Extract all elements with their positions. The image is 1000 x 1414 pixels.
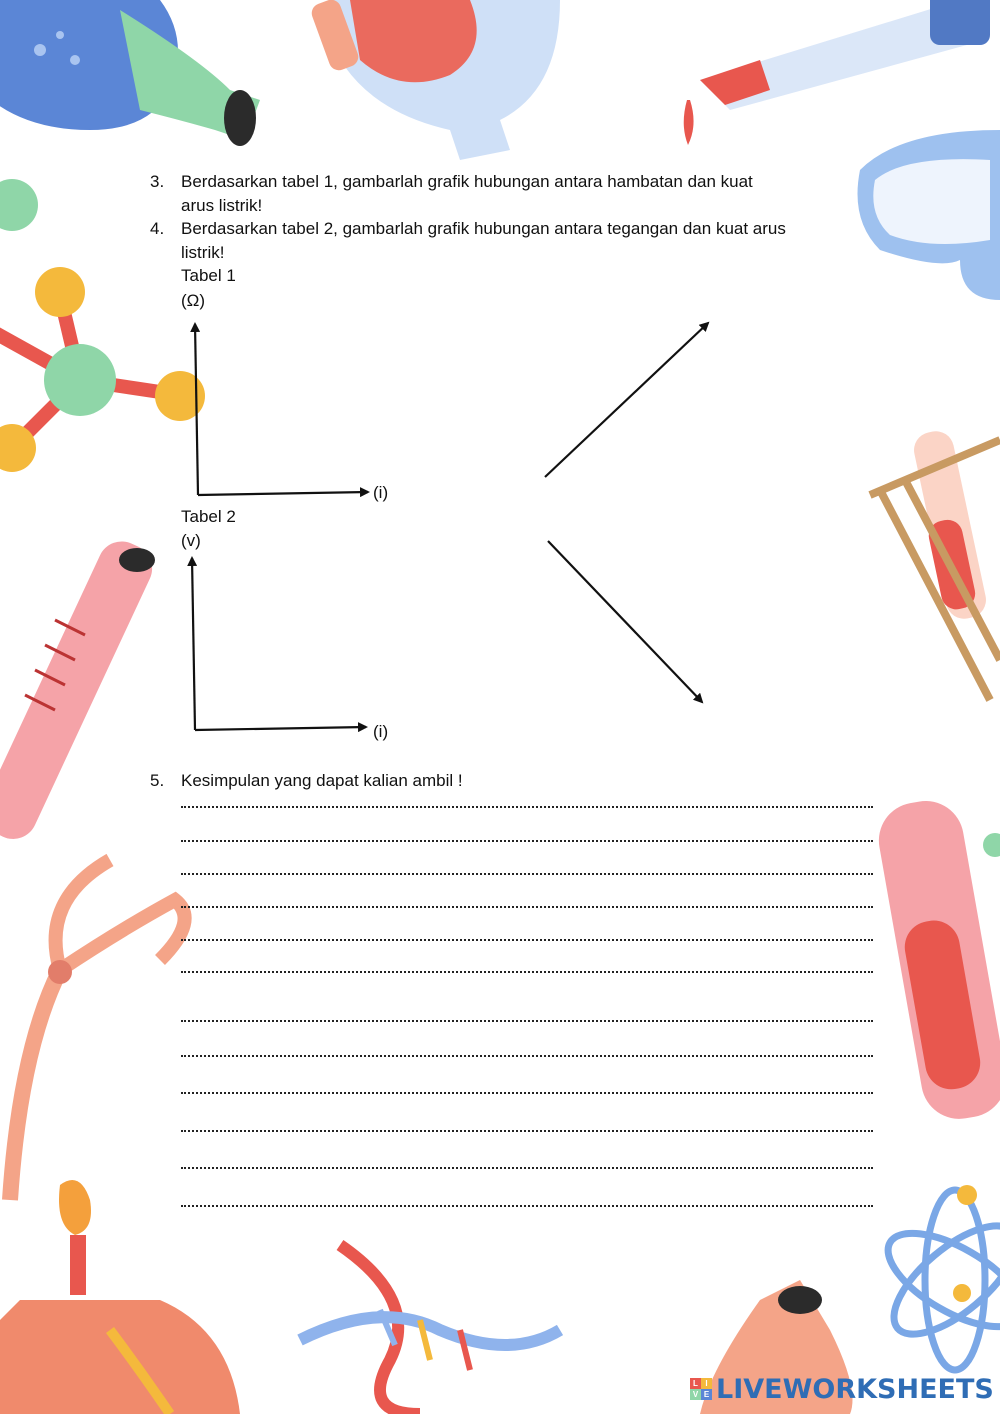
answer-line[interactable] xyxy=(181,1020,873,1022)
graph1-axes[interactable] xyxy=(195,324,368,495)
graph2-axes[interactable] xyxy=(192,558,366,730)
answer-line[interactable] xyxy=(181,1205,873,1207)
answer-line[interactable] xyxy=(181,971,873,973)
graph2-x-label: (i) xyxy=(373,722,389,741)
question-number: 4. xyxy=(150,219,165,238)
graph2-y-label: (v) xyxy=(181,531,201,550)
question-text: Kesimpulan yang dapat kalian ambil ! xyxy=(181,771,463,790)
answer-line[interactable] xyxy=(181,1092,873,1094)
question-text: arus listrik! xyxy=(181,196,263,215)
answer-line[interactable] xyxy=(181,806,873,808)
question-text: Berdasarkan tabel 2, gambarlah grafik hubungan antara tegangan dan kuat arus xyxy=(181,219,786,238)
answer-line[interactable] xyxy=(181,939,873,941)
graph2-title: Tabel 2 xyxy=(181,507,236,526)
liveworksheets-logo xyxy=(690,1372,994,1406)
answer-line[interactable] xyxy=(181,1055,873,1057)
diagonal-arrow-down xyxy=(548,541,702,702)
logo-text: LIVEWORKSHEETS xyxy=(716,1373,994,1405)
answer-line[interactable] xyxy=(181,906,873,908)
question-text: Berdasarkan tabel 1, gambarlah grafik hubungan antara hambatan dan kuat xyxy=(181,172,753,191)
diagonal-arrow-up xyxy=(545,323,708,477)
question-number: 5. xyxy=(150,771,165,790)
logo-mark-icon: L I V E xyxy=(690,1378,712,1400)
graph1-title: Tabel 1 xyxy=(181,266,236,285)
answer-line[interactable] xyxy=(181,840,873,842)
answer-line[interactable] xyxy=(181,873,873,875)
question-text: listrik! xyxy=(181,243,225,262)
answer-line[interactable] xyxy=(181,1167,873,1169)
question-number: 3. xyxy=(150,172,165,191)
graph1-x-label: (i) xyxy=(373,483,389,502)
answer-line[interactable] xyxy=(181,1130,873,1132)
graph1-y-label: (Ω) xyxy=(181,291,206,310)
